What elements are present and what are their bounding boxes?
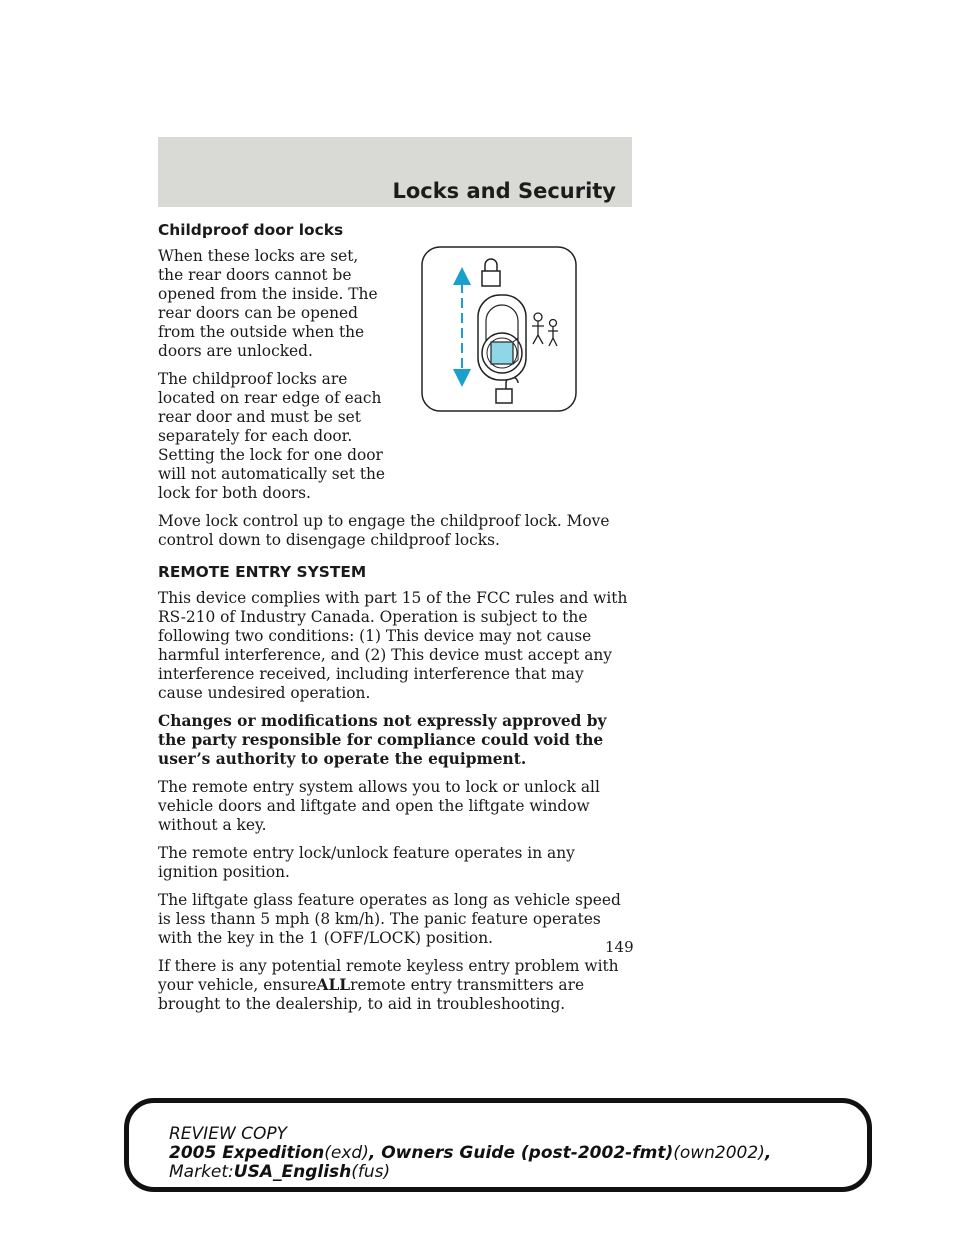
remote-para-4: The remote entry lock/unlock feature operates in any ignition position.	[158, 844, 575, 881]
footer-line-1: REVIEW COPY	[169, 1124, 288, 1144]
remote-para-6-bold: ALL	[316, 976, 351, 994]
childproof-para-2: The childproof locks are located on rear edge of each rear door and must be set separately for each door. Setting the lock for one door will not automatically set the lock for both doors.	[158, 370, 386, 502]
footer-market-code: (fus)	[351, 1162, 391, 1182]
childproof-heading: Childproof door locks	[158, 221, 344, 239]
footer-text	[169, 1125, 771, 1182]
page-number: 149	[605, 938, 634, 956]
remote-entry-heading: REMOTE ENTRY SYSTEM	[158, 563, 367, 581]
page-content	[158, 221, 632, 1023]
footer-market: USA_English	[233, 1162, 352, 1182]
section-header-band	[158, 137, 632, 207]
remote-para-6-post: remote entry transmitters are brought to the dealership, to aid in troubleshooting.	[158, 976, 585, 1013]
footer-market-label: Market:	[169, 1162, 234, 1182]
footer-comma: ,	[764, 1143, 772, 1163]
section-title: Locks and Security	[392, 179, 616, 203]
footer-model: 2005 Expedition	[169, 1143, 325, 1163]
footer-model-code: (exd)	[324, 1143, 369, 1163]
review-copy-footer	[124, 1098, 872, 1192]
footer-line-3	[169, 1163, 771, 1182]
remote-para-6-pre: If there is any potential remote keyless entry problem with your vehicle, ensure	[158, 957, 619, 994]
childproof-para-1: When these locks are set, the rear doors cannot be opened from the inside. The rear doors can be opened from the outside when the doors are unlocked.	[158, 247, 378, 360]
remote-para-5: The liftgate glass feature operates as long as vehicle speed is less thann 5 mph (8 km/h). The panic feature operates with the key in the 1 (OFF/LOCK) position.	[158, 891, 621, 947]
remote-para-1: This device complies with part 15 of the FCC rules and with RS-210 of Industry Canada. Operation is subject to the following two conditions: (1) This device may not cause harmful interference, and (2) This device must accept any interference received, including interference that may cause undesired operation.	[158, 589, 628, 702]
remote-para-3: The remote entry system allows you to lock or unlock all vehicle doors and liftgate and open the liftgate window without a key.	[158, 778, 600, 834]
footer-line-2	[169, 1144, 771, 1163]
remote-para-6	[158, 957, 632, 1014]
remote-para-2-warning: Changes or modifications not expressly approved by the party responsible for compliance could void the user’s authority to operate the equipment.	[158, 712, 607, 768]
footer-guide: , Owners Guide (post-2002-fmt)	[368, 1143, 674, 1163]
childproof-para-3: Move lock control up to engage the childproof lock. Move control down to disengage childproof locks.	[158, 512, 610, 549]
footer-guide-code: (own2002)	[673, 1143, 765, 1163]
